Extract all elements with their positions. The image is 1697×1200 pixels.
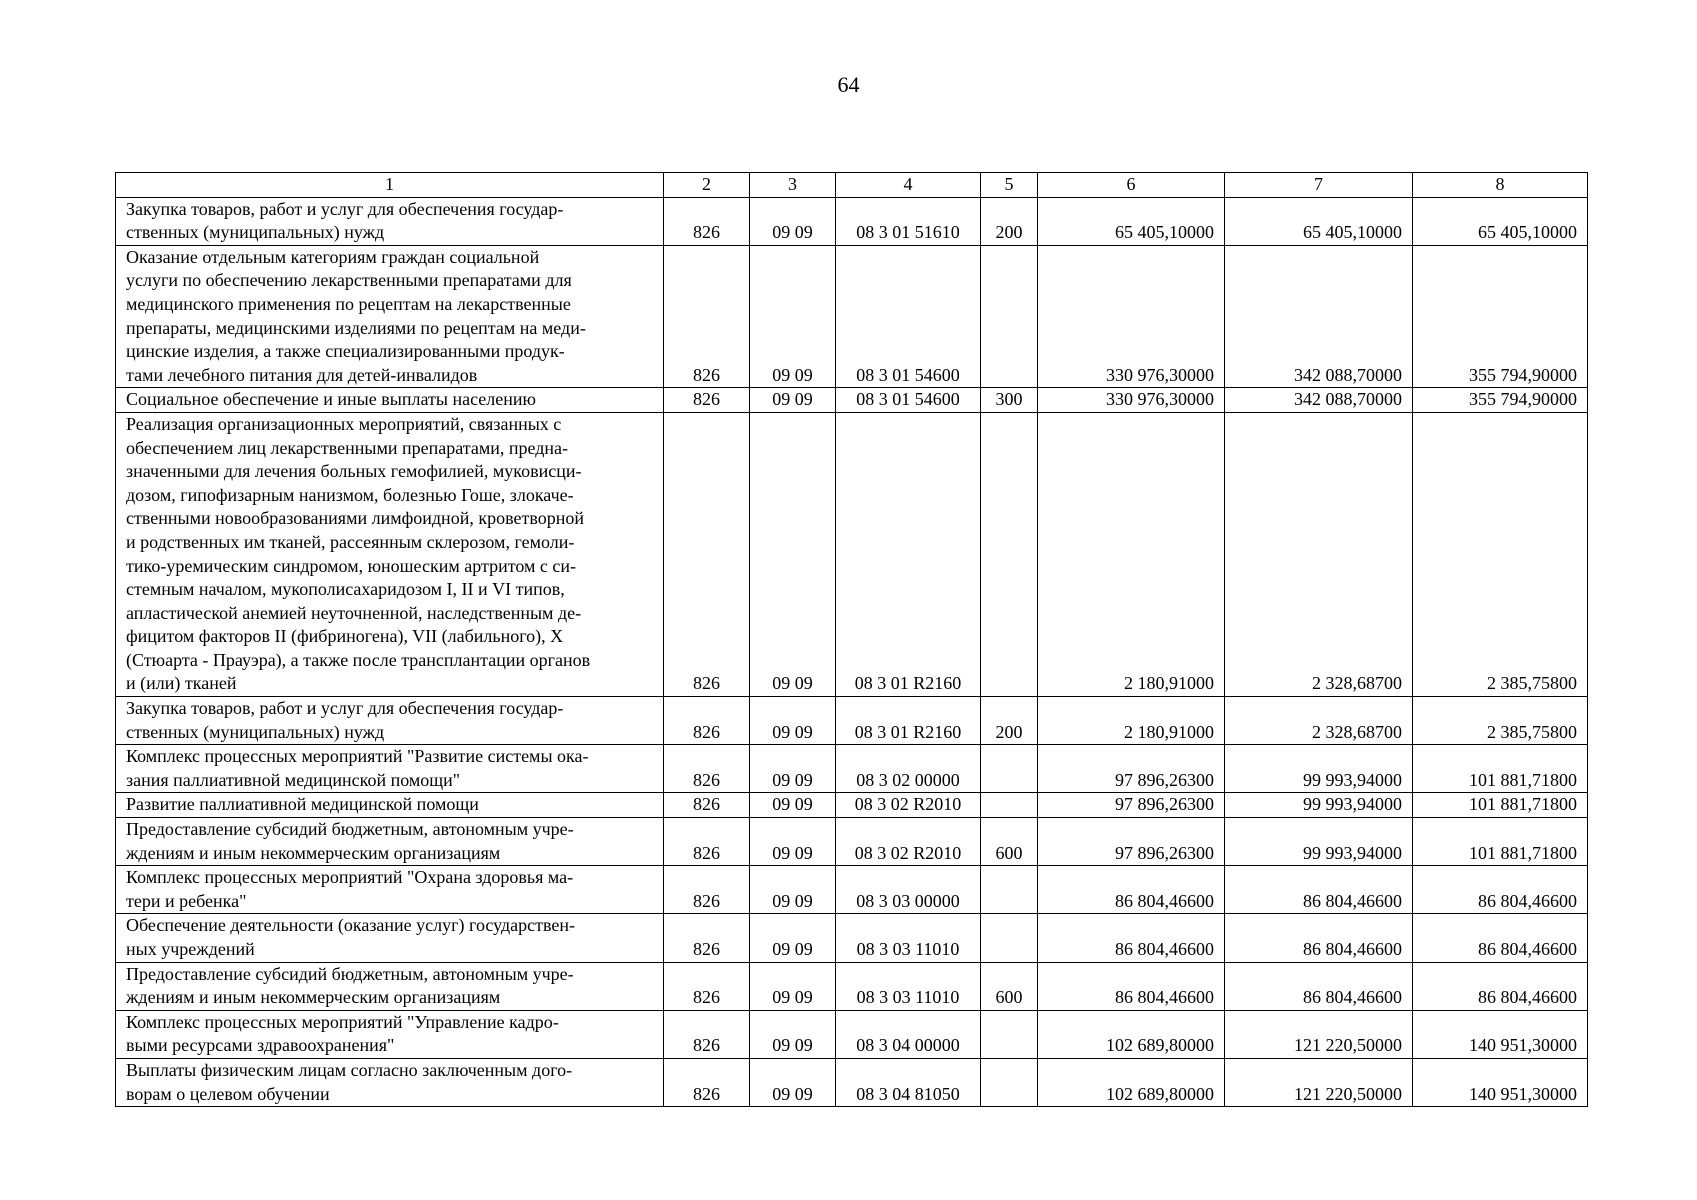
row-name: Закупка товаров, работ и услуг для обеспечения государ- ственных (муниципальных) нужд	[116, 697, 664, 745]
cell-amount-7: 121 220,50000	[1225, 1058, 1413, 1106]
cell-amount-6: 102 689,80000	[1038, 1058, 1225, 1106]
cell-ministry: 826	[664, 412, 750, 696]
cell-ministry: 826	[664, 962, 750, 1010]
header-col-1: 1	[116, 173, 664, 198]
table-row	[116, 962, 1588, 1010]
cell-section: 09 09	[750, 866, 836, 914]
cell-target: 08 3 02 R2010	[836, 793, 981, 818]
cell-amount-6: 86 804,46600	[1038, 914, 1225, 962]
cell-amount-7: 86 804,46600	[1225, 866, 1413, 914]
cell-section: 09 09	[750, 793, 836, 818]
cell-amount-8: 101 881,71800	[1413, 818, 1588, 866]
cell-target: 08 3 04 81050	[836, 1058, 981, 1106]
cell-section: 09 09	[750, 245, 836, 388]
cell-amount-8: 140 951,30000	[1413, 1010, 1588, 1058]
cell-ministry: 826	[664, 818, 750, 866]
row-name: Комплекс процессных мероприятий "Управление кадро- выми ресурсами здравоохранения"	[116, 1010, 664, 1058]
cell-amount-7: 342 088,70000	[1225, 388, 1413, 413]
table-row	[116, 866, 1588, 914]
cell-expense-type: 200	[981, 197, 1038, 245]
cell-target: 08 3 01 R2160	[836, 697, 981, 745]
cell-section: 09 09	[750, 697, 836, 745]
cell-expense-type: 200	[981, 697, 1038, 745]
table-row	[116, 1058, 1588, 1106]
cell-amount-6: 97 896,26300	[1038, 793, 1225, 818]
cell-target: 08 3 02 R2010	[836, 818, 981, 866]
cell-expense-type	[981, 412, 1038, 696]
cell-expense-type	[981, 914, 1038, 962]
cell-amount-8: 355 794,90000	[1413, 388, 1588, 413]
table-row	[116, 245, 1588, 388]
cell-amount-8: 65 405,10000	[1413, 197, 1588, 245]
cell-section: 09 09	[750, 388, 836, 413]
table-row	[116, 412, 1588, 696]
cell-amount-7: 86 804,46600	[1225, 962, 1413, 1010]
cell-amount-6: 2 180,91000	[1038, 412, 1225, 696]
table-row	[116, 1010, 1588, 1058]
cell-section: 09 09	[750, 412, 836, 696]
cell-amount-6: 2 180,91000	[1038, 697, 1225, 745]
cell-amount-8: 2 385,75800	[1413, 412, 1588, 696]
cell-ministry: 826	[664, 1010, 750, 1058]
row-name: Комплекс процессных мероприятий "Охрана здоровья ма- тери и ребенка"	[116, 866, 664, 914]
header-col-5: 5	[981, 173, 1038, 198]
cell-amount-8: 355 794,90000	[1413, 245, 1588, 388]
row-name: Предоставление субсидий бюджетным, автономным учре- ждениям и иным некоммерческим организациям	[116, 818, 664, 866]
cell-target: 08 3 01 51610	[836, 197, 981, 245]
table-row	[116, 745, 1588, 793]
cell-amount-7: 2 328,68700	[1225, 697, 1413, 745]
cell-expense-type	[981, 245, 1038, 388]
cell-ministry: 826	[664, 914, 750, 962]
cell-amount-8: 101 881,71800	[1413, 745, 1588, 793]
cell-target: 08 3 01 54600	[836, 388, 981, 413]
cell-amount-6: 86 804,46600	[1038, 962, 1225, 1010]
cell-expense-type	[981, 745, 1038, 793]
cell-amount-8: 86 804,46600	[1413, 914, 1588, 962]
header-col-8: 8	[1413, 173, 1588, 198]
cell-target: 08 3 01 R2160	[836, 412, 981, 696]
cell-target: 08 3 03 11010	[836, 962, 981, 1010]
cell-amount-6: 330 976,30000	[1038, 245, 1225, 388]
header-row	[116, 173, 1588, 198]
cell-amount-8: 101 881,71800	[1413, 793, 1588, 818]
cell-target: 08 3 03 11010	[836, 914, 981, 962]
cell-expense-type	[981, 793, 1038, 818]
header-col-2: 2	[664, 173, 750, 198]
cell-ministry: 826	[664, 793, 750, 818]
page-number: 64	[837, 72, 860, 97]
cell-amount-7: 121 220,50000	[1225, 1010, 1413, 1058]
cell-amount-8: 86 804,46600	[1413, 866, 1588, 914]
cell-amount-7: 86 804,46600	[1225, 914, 1413, 962]
cell-amount-7: 99 993,94000	[1225, 818, 1413, 866]
cell-section: 09 09	[750, 962, 836, 1010]
row-name: Обеспечение деятельности (оказание услуг) государствен- ных учреждений	[116, 914, 664, 962]
cell-amount-6: 97 896,26300	[1038, 745, 1225, 793]
cell-amount-7: 99 993,94000	[1225, 793, 1413, 818]
row-name: Социальное обеспечение и иные выплаты населению	[116, 388, 664, 413]
cell-amount-6: 102 689,80000	[1038, 1010, 1225, 1058]
row-name: Выплаты физическим лицам согласно заключенным дого- ворам о целевом обучении	[116, 1058, 664, 1106]
cell-amount-6: 65 405,10000	[1038, 197, 1225, 245]
cell-amount-7: 99 993,94000	[1225, 745, 1413, 793]
cell-section: 09 09	[750, 1010, 836, 1058]
cell-ministry: 826	[664, 697, 750, 745]
cell-expense-type: 300	[981, 388, 1038, 413]
row-name: Оказание отдельным категориям граждан социальной услуги по обеспечению лекарственными препаратами для медицинского применения по рецептам на лекарственные препараты, медицинскими изделиями по рецептам на меди- цинские изделия, а также специализированными продук- тами лечебного питания для детей-инвалидов	[116, 245, 664, 388]
cell-ministry: 826	[664, 197, 750, 245]
cell-ministry: 826	[664, 1058, 750, 1106]
table-row	[116, 914, 1588, 962]
cell-amount-7: 2 328,68700	[1225, 412, 1413, 696]
header-col-7: 7	[1225, 173, 1413, 198]
header-col-6: 6	[1038, 173, 1225, 198]
cell-ministry: 826	[664, 388, 750, 413]
cell-amount-8: 86 804,46600	[1413, 962, 1588, 1010]
row-name: Развитие паллиативной медицинской помощи	[116, 793, 664, 818]
cell-ministry: 826	[664, 745, 750, 793]
table-row	[116, 818, 1588, 866]
cell-amount-6: 330 976,30000	[1038, 388, 1225, 413]
cell-section: 09 09	[750, 914, 836, 962]
cell-target: 08 3 04 00000	[836, 1010, 981, 1058]
table-row	[116, 388, 1588, 413]
table-row	[116, 793, 1588, 818]
row-name: Предоставление субсидий бюджетным, автономным учре- ждениям и иным некоммерческим организациям	[116, 962, 664, 1010]
cell-ministry: 826	[664, 245, 750, 388]
cell-amount-6: 97 896,26300	[1038, 818, 1225, 866]
cell-expense-type: 600	[981, 818, 1038, 866]
cell-section: 09 09	[750, 197, 836, 245]
cell-amount-7: 342 088,70000	[1225, 245, 1413, 388]
cell-ministry: 826	[664, 866, 750, 914]
header-col-3: 3	[750, 173, 836, 198]
cell-amount-6: 86 804,46600	[1038, 866, 1225, 914]
cell-amount-7: 65 405,10000	[1225, 197, 1413, 245]
row-name: Реализация организационных мероприятий, связанных с обеспечением лиц лекарственными препаратами, предна- значенными для лечения больных гемофилией, муковисци- дозом, гипофизарным нанизмом, болезнью Гоше, злокаче- ственными новообразованиями лимфоидной, кроветворной и родственных им тканей, рассеянным склерозом, гемоли- тико-уремическим синдромом, юношеским артритом с си- стемным началом, мукополисахаридозом I, II и VI типов, апластической анемией неуточненной, наследственным де- фицитом факторов II (фибриногена), VII (лабильного), X (Стюарта - Прауэра), а также после трансплантации органов и (или) тканей	[116, 412, 664, 696]
cell-expense-type: 600	[981, 962, 1038, 1010]
cell-amount-8: 2 385,75800	[1413, 697, 1588, 745]
cell-amount-8: 140 951,30000	[1413, 1058, 1588, 1106]
cell-section: 09 09	[750, 745, 836, 793]
row-name: Комплекс процессных мероприятий "Развитие системы ока- зания паллиативной медицинской помощи"	[116, 745, 664, 793]
table-row	[116, 197, 1588, 245]
cell-expense-type	[981, 1058, 1038, 1106]
cell-target: 08 3 02 00000	[836, 745, 981, 793]
cell-expense-type	[981, 866, 1038, 914]
cell-section: 09 09	[750, 1058, 836, 1106]
cell-target: 08 3 03 00000	[836, 866, 981, 914]
header-col-4: 4	[836, 173, 981, 198]
row-name: Закупка товаров, работ и услуг для обеспечения государ- ственных (муниципальных) нужд	[116, 197, 664, 245]
cell-target: 08 3 01 54600	[836, 245, 981, 388]
cell-section: 09 09	[750, 818, 836, 866]
budget-table	[115, 172, 1588, 1107]
cell-expense-type	[981, 1010, 1038, 1058]
table-row	[116, 697, 1588, 745]
